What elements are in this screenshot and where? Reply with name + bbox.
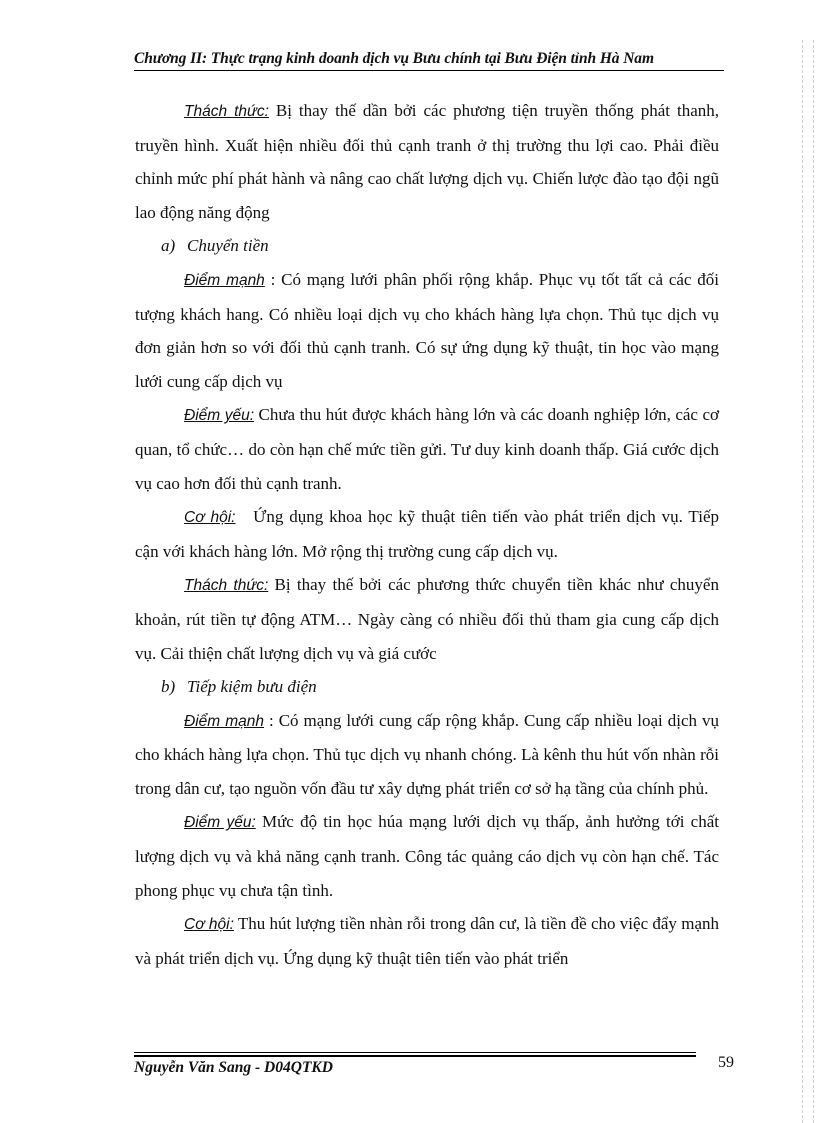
paragraph-text: Ứng dụng khoa học kỹ thuật tiên tiến vào phát triển dịch vụ. Tiếp cận với khách hàng lớn. Mở rộng thị trường cung cấp dịch vụ. [135, 507, 724, 561]
paragraph [135, 805, 719, 907]
page-border [802, 40, 814, 1123]
paragraph-label: Điểm mạnh [184, 712, 264, 730]
paragraph-label: Cơ hội: [184, 916, 234, 934]
paragraph-text: Chưa thu hút được khách hàng lớn và các doanh nghiệp lớn, các cơ quan, tổ chức… do còn hạn chế mức tiền gửi. Tư duy kinh doanh thấp. Giá cước dịch vụ cao hơn đối thủ cạnh tranh. [135, 405, 719, 493]
section-title: Tiếp kiệm bưu điện [187, 677, 317, 697]
paragraph-label: Điểm mạnh [184, 271, 265, 289]
paragraph-text: Bị thay thế bởi các phương thức chuyển tiền khác như chuyển khoản, rút tiền tự động ATM… Ngày càng có nhiều đối thủ tham gia cung cấp dịch vụ. Cải thiện chất lượng dịch vụ và giá cước [135, 575, 719, 663]
paragraph [135, 907, 719, 975]
body-text [135, 94, 724, 975]
footer-author: Nguyễn Văn Sang - D04QTKD [134, 1059, 333, 1076]
paragraph-text: : Có mạng lưới cung cấp rộng khắp. Cung cấp nhiều loại dịch vụ cho khách hàng lựa chọn. Thủ tục dịch vụ nhanh chóng. Là kênh thu hút vốn nhàn rỗi trong dân cư, tạo nguồn vốn đầu tư xây dựng phát triển cơ sở hạ tầng của chính phủ. [135, 710, 719, 798]
paragraph-label: Thách thức: [184, 103, 269, 120]
chapter-header: Chương II: Thực trạng kinh doanh dịch vụ Bưu chính tại Bưu Điện tỉnh Hà Nam [134, 50, 654, 67]
paragraph-label: Điểm yếu: [184, 407, 255, 425]
paragraph-text: Bị thay thế dần bởi các phương tiện truyền thống phát thanh, truyền hình. Xuất hiện nhiều đối thủ cạnh tranh ở thị trường thu lợi cao. Phải điều chỉnh mức phí phát hành và nâng cao chất lượng dịch vụ. Chiến lược đào tạo đội ngũ lao động năng động [135, 101, 719, 222]
header-rule [134, 70, 724, 71]
paragraph-text: Thu hút lượng tiền nhàn rỗi trong dân cư, là tiền đề cho việc đẩy mạnh và phát triển dịch vụ. Ứng dụng kỹ thuật tiên tiến vào phát triển [135, 914, 719, 968]
footer-rule-thick [134, 1055, 696, 1057]
paragraph-label: Cơ hội: [184, 509, 236, 527]
section-heading [135, 229, 719, 263]
page-number: 59 [718, 1054, 734, 1071]
paragraph-text: : Có mạng lưới phân phối rộng khắp. Phục vụ tốt tất cả các đối tượng khách hang. Có nhiều loại dịch vụ cho khách hàng lựa chọn. Thủ tục dịch vụ đơn giản hơn so với đối thủ cạnh tranh. Có sự ứng dụng kỹ thuật, tin học vào mạng lưới cung cấp dịch vụ [135, 269, 720, 391]
paragraph [135, 263, 719, 398]
paragraph [135, 94, 719, 229]
section-heading [135, 670, 719, 704]
paragraph-text: Mức độ tin học húa mạng lưới dịch vụ thấp, ảnh hưởng tới chất lượng dịch vụ và khả năng cạnh tranh. Công tác quảng cáo dịch vụ còn hạn chế. Tác phong phục vụ chưa tận tình. [135, 812, 719, 900]
paragraph [135, 398, 719, 500]
paragraph [135, 568, 719, 670]
footer-rule [134, 1052, 696, 1053]
section-title: Chuyển tiền [187, 236, 269, 256]
paragraph [135, 704, 719, 806]
paragraph-label: Điểm yếu: [184, 814, 256, 832]
section-letter: a) [161, 236, 176, 256]
paragraph [135, 500, 724, 568]
paragraph-label: Thách thức: [184, 577, 269, 595]
section-letter: b) [161, 677, 176, 697]
